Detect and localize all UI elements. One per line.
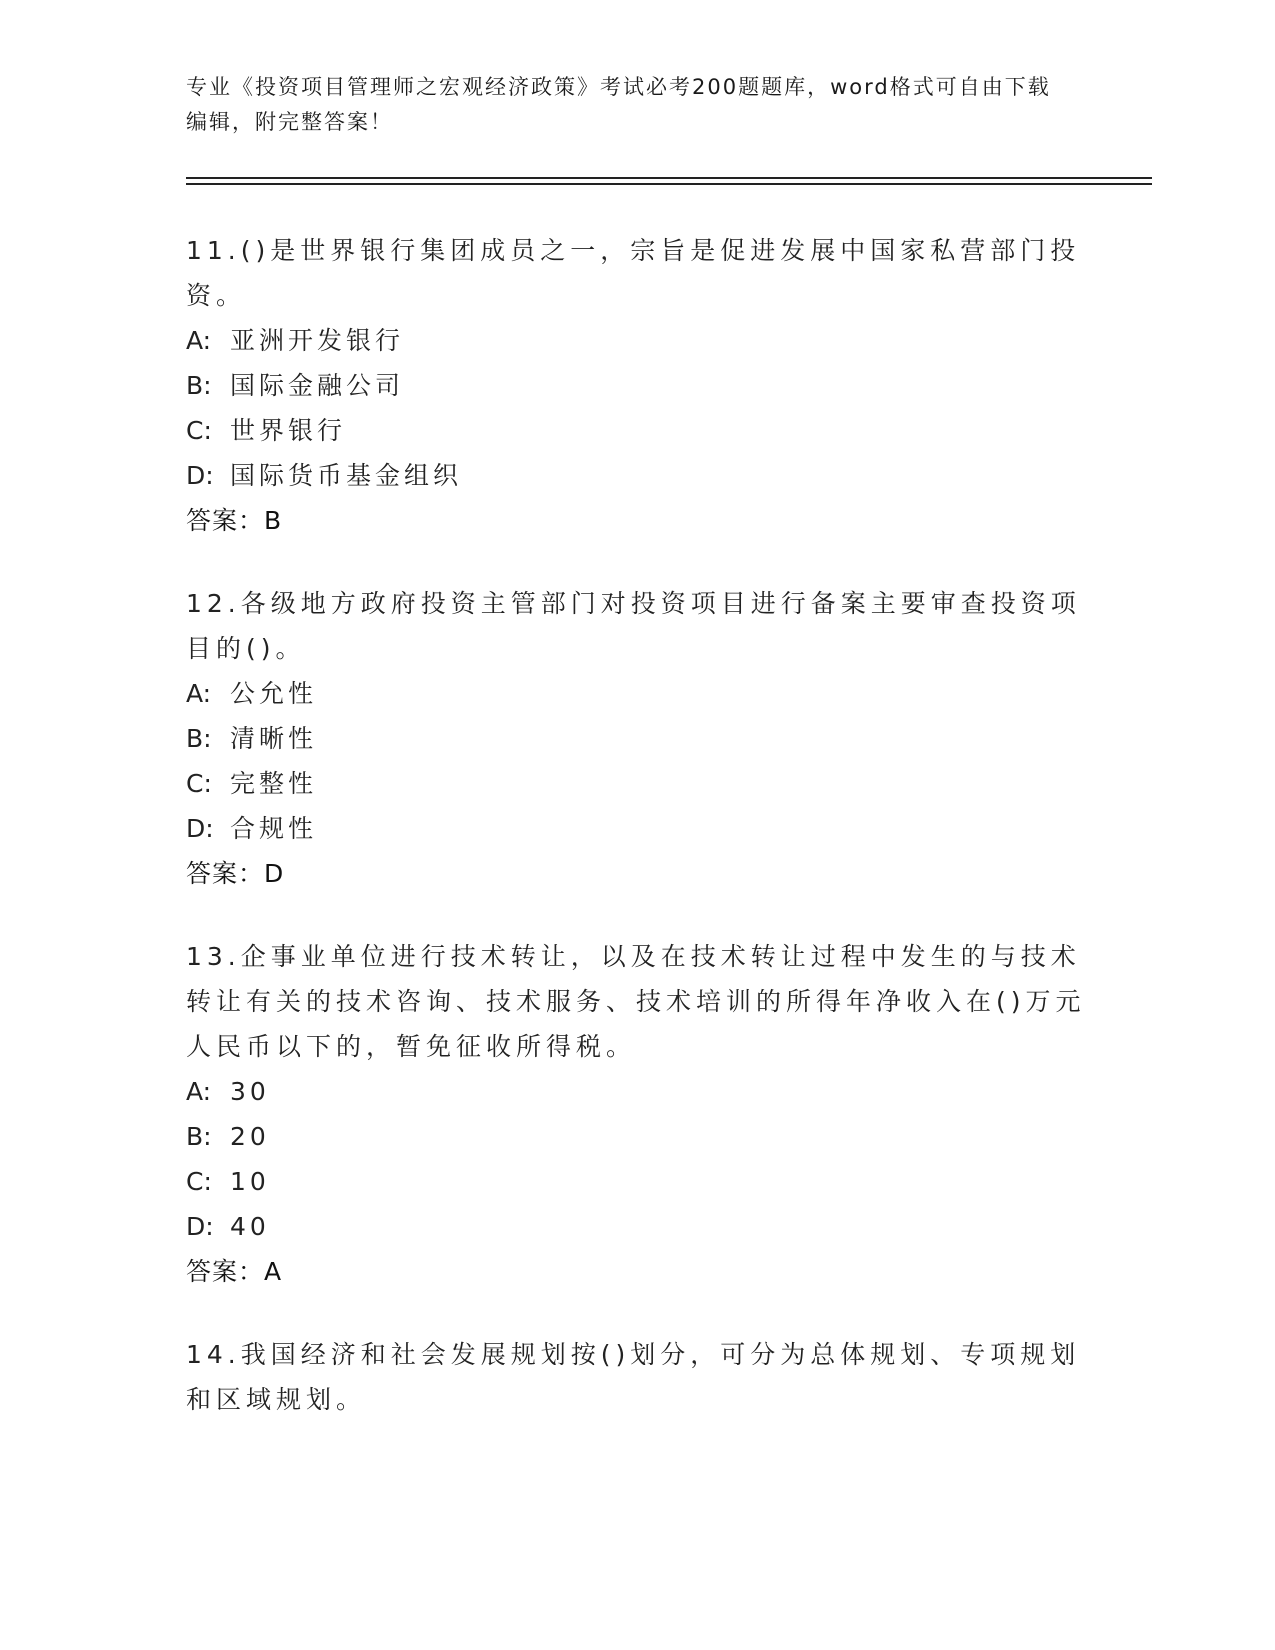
option-letter: D: [186,1212,214,1241]
option-b [186,363,1086,408]
option-letter: D: [186,461,214,490]
option-text: 亚洲开发银行 [230,326,405,355]
question-12 [186,581,1086,896]
option-text: 合规性 [230,814,318,843]
option-a [186,1069,1086,1114]
question-13 [186,934,1086,1294]
option-letter: A: [186,1077,212,1106]
option-letter: C: [186,769,212,798]
answer-label: 答案：D [186,859,285,888]
option-b [186,1114,1086,1159]
question-text: 14.我国经济和社会发展规划按()划分，可分为总体规划、专项规划和区域规划。 [186,1340,1081,1414]
question-text: 11.()是世界银行集团成员之一，宗旨是促进发展中国家私营部门投资。 [186,236,1081,310]
option-d [186,1204,1086,1249]
option-text: 30 [230,1077,270,1106]
header-rule-top [186,177,1152,179]
option-text: 世界银行 [230,416,347,445]
option-c [186,408,1086,453]
option-a [186,318,1086,363]
option-b [186,716,1086,761]
question-text: 12.各级地方政府投资主管部门对投资项目进行备案主要审查投资项目的()。 [186,589,1081,663]
option-text: 清晰性 [230,724,318,753]
question-11 [186,228,1086,543]
option-text: 国际货币基金组织 [230,461,463,490]
option-text: 40 [230,1212,270,1241]
option-text: 公允性 [230,679,318,708]
question-list [186,228,1086,1460]
option-letter: A: [186,679,212,708]
option-text: 20 [230,1122,270,1151]
option-letter: B: [186,724,212,753]
option-text: 10 [230,1167,270,1196]
option-letter: A: [186,326,212,355]
option-a [186,671,1086,716]
question-14 [186,1332,1086,1422]
answer-label: 答案：A [186,1257,283,1286]
option-letter: C: [186,1167,212,1196]
header-rule-bottom [186,183,1152,185]
document-intro: 专业《投资项目管理师之宏观经济政策》考试必考200题题库，word格式可自由下载编辑，附完整答案！ [186,75,1051,134]
option-text: 完整性 [230,769,318,798]
option-letter: B: [186,371,212,400]
option-letter: B: [186,1122,212,1151]
option-text: 国际金融公司 [230,371,405,400]
option-d [186,453,1086,498]
question-text: 13.企事业单位进行技术转让，以及在技术转让过程中发生的与技术转让有关的技术咨询、技术服务、技术培训的所得年净收入在()万元人民币以下的，暂免征收所得税。 [186,942,1086,1061]
option-c [186,761,1086,806]
option-letter: C: [186,416,212,445]
option-c [186,1159,1086,1204]
answer-label: 答案：B [186,506,283,535]
option-letter: D: [186,814,214,843]
option-d [186,806,1086,851]
